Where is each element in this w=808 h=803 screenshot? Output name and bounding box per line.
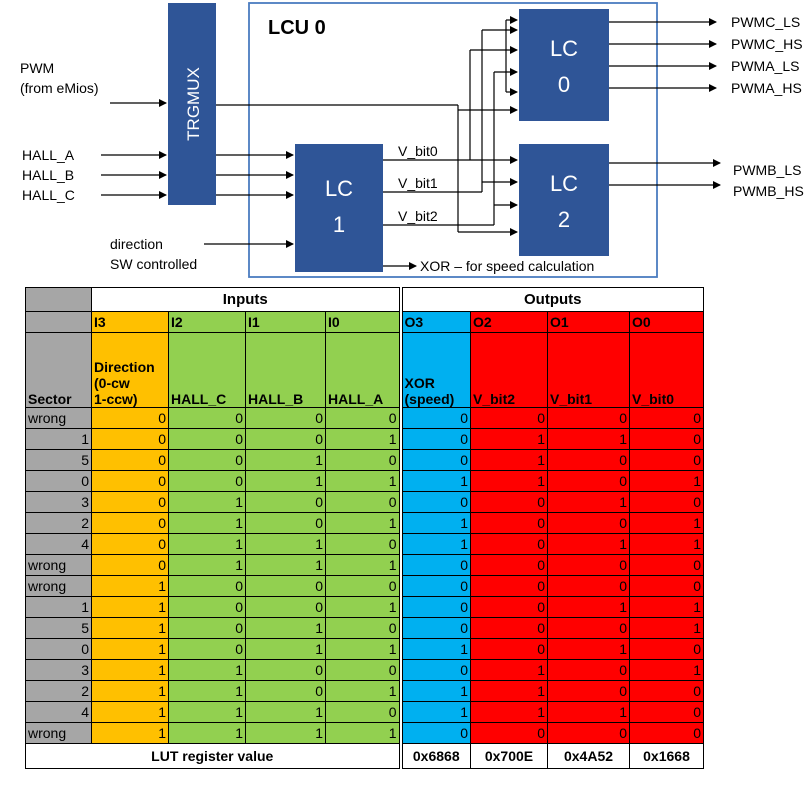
value-cell: 0 — [246, 408, 326, 429]
lc1-label-bottom: 1 — [332, 212, 346, 237]
sector-cell: 4 — [26, 534, 92, 555]
value-cell: 1 — [169, 513, 246, 534]
value-cell: 1 — [548, 702, 630, 723]
direction-label: direction — [110, 236, 163, 252]
value-cell: 0 — [401, 429, 471, 450]
value-cell: 0 — [246, 513, 326, 534]
pwm-source-label: (from eMios) — [20, 80, 99, 96]
value-cell: 0 — [246, 429, 326, 450]
value-cell: 0 — [92, 555, 169, 576]
table-row — [26, 408, 704, 429]
value-cell: 0 — [401, 555, 471, 576]
lc1-block — [295, 144, 383, 272]
signal-header-hall-c: HALL_C — [169, 333, 246, 408]
table-row — [26, 660, 704, 681]
value-cell: 0 — [471, 555, 548, 576]
value-cell: 1 — [326, 471, 401, 492]
table-row — [26, 597, 704, 618]
value-cell: 0 — [548, 660, 630, 681]
io-header-i3: I3 — [92, 312, 169, 333]
signal-header-vbit1: V_bit1 — [548, 333, 630, 408]
hall-a-label: HALL_A — [22, 147, 75, 163]
value-cell: 1 — [246, 618, 326, 639]
value-cell: 1 — [246, 450, 326, 471]
value-cell: 0 — [326, 492, 401, 513]
sector-header: Sector — [26, 333, 92, 408]
value-cell: 0 — [471, 618, 548, 639]
value-cell: 0 — [548, 513, 630, 534]
lut-footer-row — [26, 744, 704, 769]
pwma-ls-label: PWMA_LS — [731, 58, 800, 74]
lut-register-label: LUT register value — [26, 744, 401, 769]
value-cell: 0 — [548, 681, 630, 702]
value-cell: 1 — [548, 597, 630, 618]
value-cell: 0 — [630, 492, 704, 513]
value-cell: 0 — [169, 639, 246, 660]
hall-c-label: HALL_C — [22, 187, 75, 203]
value-cell: 0 — [401, 597, 471, 618]
value-cell: 0 — [169, 471, 246, 492]
outputs-group-header: Outputs — [401, 288, 704, 312]
value-cell: 0 — [326, 576, 401, 597]
value-cell: 0 — [471, 723, 548, 744]
sector-cell: 3 — [26, 492, 92, 513]
value-cell: 0 — [630, 429, 704, 450]
lc2-label-bottom: 2 — [557, 207, 571, 232]
sector-cell: wrong — [26, 576, 92, 597]
pwmc-ls-label: PWMC_LS — [731, 14, 801, 30]
io-header-i2: I2 — [169, 312, 246, 333]
value-cell: 0 — [401, 492, 471, 513]
signal-header-vbit2: V_bit2 — [471, 333, 548, 408]
pwmb-hs-label: PWMB_HS — [733, 183, 804, 199]
value-cell: 1 — [326, 597, 401, 618]
value-cell: 1 — [471, 702, 548, 723]
table-row — [26, 471, 704, 492]
io-header-o2: O2 — [471, 312, 548, 333]
value-cell: 1 — [630, 513, 704, 534]
value-cell: 0 — [326, 660, 401, 681]
value-cell: 1 — [548, 429, 630, 450]
value-cell: 0 — [246, 660, 326, 681]
value-cell: 1 — [169, 534, 246, 555]
value-cell: 1 — [92, 639, 169, 660]
value-cell: 1 — [630, 534, 704, 555]
value-cell: 0 — [92, 408, 169, 429]
sector-cell: 1 — [26, 597, 92, 618]
value-cell: 0 — [169, 450, 246, 471]
lcu-block-diagram — [0, 0, 808, 285]
value-cell: 1 — [401, 513, 471, 534]
value-cell: 0 — [246, 576, 326, 597]
value-cell: 0 — [471, 576, 548, 597]
pwmb-ls-label: PWMB_LS — [733, 162, 802, 178]
value-cell: 0 — [92, 534, 169, 555]
value-cell: 0 — [548, 618, 630, 639]
value-cell: 1 — [548, 492, 630, 513]
lut-register-value: 0x4A52 — [548, 744, 630, 769]
signal-header-xor: XOR (speed) — [401, 333, 471, 408]
value-cell: 1 — [92, 576, 169, 597]
lc0-label-bottom: 0 — [557, 72, 571, 97]
vbit0-label: V_bit0 — [398, 143, 438, 159]
signal-header-direction: Direction (0-cw 1-ccw) — [92, 333, 169, 408]
lut-truth-table — [25, 287, 704, 769]
value-cell: 0 — [548, 450, 630, 471]
value-cell: 0 — [630, 723, 704, 744]
sector-cell: 5 — [26, 618, 92, 639]
lut-register-value: 0x6868 — [401, 744, 471, 769]
value-cell: 1 — [630, 660, 704, 681]
io-header-o3: O3 — [401, 312, 471, 333]
sector-cell: 3 — [26, 660, 92, 681]
value-cell: 1 — [471, 450, 548, 471]
value-cell: 1 — [246, 723, 326, 744]
value-cell: 0 — [548, 723, 630, 744]
value-cell: 1 — [246, 639, 326, 660]
value-cell: 0 — [548, 408, 630, 429]
sector-cell: 0 — [26, 471, 92, 492]
value-cell: 1 — [169, 681, 246, 702]
table-row — [26, 429, 704, 450]
value-cell: 0 — [169, 408, 246, 429]
value-cell: 1 — [92, 702, 169, 723]
hall-b-label: HALL_B — [22, 167, 75, 183]
value-cell: 0 — [169, 618, 246, 639]
value-cell: 0 — [471, 408, 548, 429]
vbit-routing-lines — [383, 20, 517, 225]
value-cell: 0 — [92, 450, 169, 471]
value-cell: 0 — [326, 534, 401, 555]
value-cell: 0 — [630, 576, 704, 597]
io-header-i0: I0 — [326, 312, 401, 333]
value-cell: 0 — [401, 450, 471, 471]
value-cell: 1 — [326, 555, 401, 576]
lut-register-value: 0x700E — [471, 744, 548, 769]
table-row — [26, 618, 704, 639]
value-cell: 1 — [401, 471, 471, 492]
table-row — [26, 513, 704, 534]
value-cell: 1 — [630, 471, 704, 492]
value-cell: 1 — [326, 513, 401, 534]
sector-cell: 0 — [26, 639, 92, 660]
value-cell: 0 — [630, 408, 704, 429]
vbit1-label: V_bit1 — [398, 175, 438, 191]
value-cell: 1 — [401, 639, 471, 660]
value-cell: 1 — [401, 534, 471, 555]
sector-cell: 1 — [26, 429, 92, 450]
table-row — [26, 576, 704, 597]
value-cell: 0 — [548, 576, 630, 597]
value-cell: 1 — [471, 660, 548, 681]
value-cell: 1 — [548, 534, 630, 555]
lc0-block — [519, 9, 609, 121]
value-cell: 1 — [630, 618, 704, 639]
value-cell: 1 — [92, 618, 169, 639]
table-row — [26, 702, 704, 723]
value-cell: 0 — [326, 450, 401, 471]
value-cell: 0 — [401, 618, 471, 639]
value-cell: 1 — [471, 471, 548, 492]
sector-cell: 2 — [26, 681, 92, 702]
direction-source-label: SW controlled — [110, 256, 198, 272]
lc2-block — [519, 144, 609, 256]
value-cell: 0 — [630, 681, 704, 702]
value-cell: 0 — [548, 471, 630, 492]
value-cell: 1 — [326, 723, 401, 744]
value-cell: 0 — [401, 660, 471, 681]
value-cell: 0 — [169, 576, 246, 597]
table-row — [26, 534, 704, 555]
sector-cell: 4 — [26, 702, 92, 723]
value-cell: 1 — [326, 429, 401, 450]
value-cell: 0 — [246, 597, 326, 618]
value-cell: 0 — [169, 429, 246, 450]
value-cell: 0 — [471, 534, 548, 555]
value-cell: 0 — [630, 555, 704, 576]
table-row — [26, 639, 704, 660]
value-cell: 0 — [169, 597, 246, 618]
sector-cell: wrong — [26, 408, 92, 429]
value-cell: 0 — [471, 639, 548, 660]
value-cell: 0 — [401, 576, 471, 597]
io-header-i1: I1 — [246, 312, 326, 333]
value-cell: 0 — [471, 492, 548, 513]
pwmc-hs-label: PWMC_HS — [731, 36, 803, 52]
value-cell: 1 — [471, 681, 548, 702]
sector-cell: 5 — [26, 450, 92, 471]
lc0-label-top: LC — [549, 36, 579, 61]
signal-header-hall-a: HALL_A — [326, 333, 401, 408]
value-cell: 0 — [92, 429, 169, 450]
value-cell: 1 — [246, 534, 326, 555]
lc1-label-top: LC — [324, 176, 354, 201]
value-cell: 1 — [630, 597, 704, 618]
value-cell: 1 — [471, 429, 548, 450]
inputs-group-header: Inputs — [92, 288, 401, 312]
io-header-o0: O0 — [630, 312, 704, 333]
value-cell: 0 — [401, 723, 471, 744]
value-cell: 1 — [401, 702, 471, 723]
value-cell: 1 — [92, 597, 169, 618]
value-cell: 0 — [246, 492, 326, 513]
lut-register-value: 0x1668 — [630, 744, 704, 769]
value-cell: 0 — [630, 639, 704, 660]
table-row — [26, 681, 704, 702]
value-cell: 1 — [401, 681, 471, 702]
pwma-hs-label: PWMA_HS — [731, 80, 802, 96]
value-cell: 0 — [326, 408, 401, 429]
sector-cell: wrong — [26, 723, 92, 744]
value-cell: 1 — [92, 681, 169, 702]
corner-cell — [26, 288, 92, 312]
value-cell: 0 — [471, 597, 548, 618]
table-row — [26, 450, 704, 471]
table-row — [26, 492, 704, 513]
lc0-output-arrows — [609, 22, 716, 88]
corner-cell — [26, 312, 92, 333]
lcu-title: LCU 0 — [268, 17, 326, 39]
io-header-o1: O1 — [548, 312, 630, 333]
value-cell: 1 — [92, 723, 169, 744]
value-cell: 1 — [169, 555, 246, 576]
value-cell: 0 — [326, 702, 401, 723]
xor-label: XOR – for speed calculation — [420, 258, 595, 274]
table-row — [26, 723, 704, 744]
value-cell: 1 — [246, 555, 326, 576]
signal-header-hall-b: HALL_B — [246, 333, 326, 408]
trgmux-to-lc1-lines — [216, 155, 293, 195]
sector-cell: wrong — [26, 555, 92, 576]
value-cell: 0 — [630, 450, 704, 471]
value-cell: 1 — [326, 681, 401, 702]
vbit2-label: V_bit2 — [398, 208, 438, 224]
value-cell: 0 — [548, 555, 630, 576]
value-cell: 1 — [326, 639, 401, 660]
value-cell: 0 — [92, 492, 169, 513]
value-cell: 1 — [169, 660, 246, 681]
value-cell: 1 — [169, 702, 246, 723]
signal-header-vbit0: V_bit0 — [630, 333, 704, 408]
value-cell: 0 — [92, 513, 169, 534]
value-cell: 1 — [548, 639, 630, 660]
value-cell: 1 — [169, 492, 246, 513]
value-cell: 1 — [246, 702, 326, 723]
value-cell: 1 — [92, 660, 169, 681]
lc2-output-arrows — [609, 163, 720, 185]
table-row — [26, 555, 704, 576]
value-cell: 0 — [630, 702, 704, 723]
value-cell: 0 — [326, 618, 401, 639]
value-cell: 1 — [169, 723, 246, 744]
sector-cell: 2 — [26, 513, 92, 534]
lc2-label-top: LC — [549, 171, 579, 196]
value-cell: 0 — [471, 513, 548, 534]
value-cell: 0 — [246, 681, 326, 702]
value-cell: 1 — [246, 471, 326, 492]
value-cell: 0 — [401, 408, 471, 429]
value-cell: 0 — [92, 471, 169, 492]
pwm-label: PWM — [20, 60, 55, 76]
trgmux-label: TRGMUX — [184, 67, 203, 141]
